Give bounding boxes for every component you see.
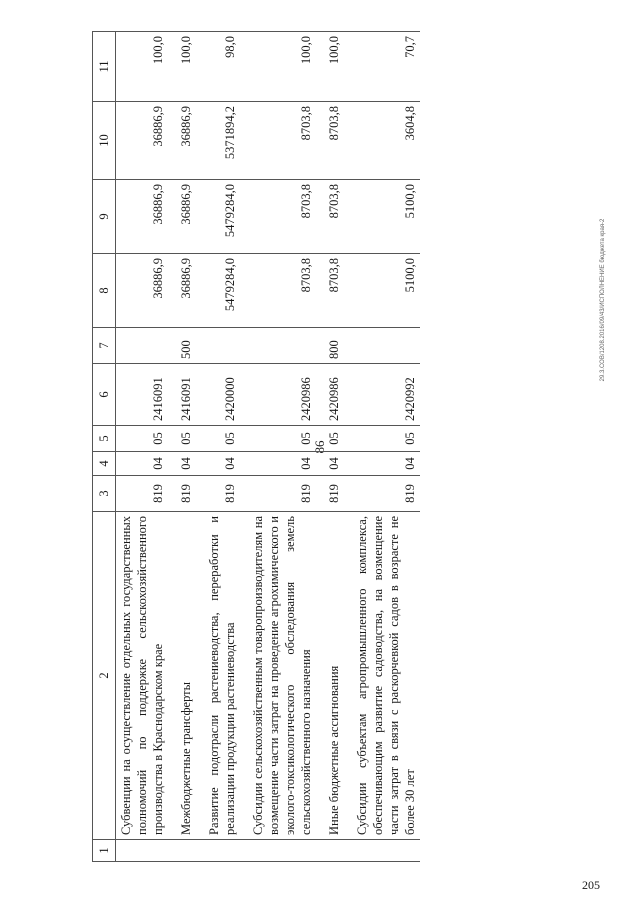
- item-name: Субсидии сельскохозяйственным товаропроизводителям на возмещение части затрат на проведение агрохимического и эколого-токсикологического обследования земель сельскохозяйственного назначения: [240, 512, 316, 840]
- code-expense-type: [344, 328, 420, 364]
- code-ministry: 819: [196, 476, 240, 512]
- side-stamp: 29.3.СОВ/1208.2016/09/43/ИСПОЛНЕНИЕ бюджета края-2: [600, 218, 606, 382]
- header-cell: 6: [93, 364, 116, 426]
- header-cell: 7: [93, 328, 116, 364]
- header-cell: 9: [93, 180, 116, 254]
- value-col11: 100,0: [116, 32, 169, 102]
- row-number-cell: [168, 840, 196, 862]
- item-name: Субсидии субъектам агропромышленного комплекса, обеспечивающим развитие садоводства, на возмещение части затрат в связи с раскорчевкой садов в возрасте не более 30 лет: [344, 512, 420, 840]
- item-name: Развитие подотрасли растениеводства, переработки и реализации продукции растениеводства: [196, 512, 240, 840]
- value-col11: 100,0: [168, 32, 196, 102]
- value-col9: 8703,8: [240, 180, 316, 254]
- page-footer-number: 205: [582, 878, 600, 892]
- header-cell: 3: [93, 476, 116, 512]
- code-expense-type: [116, 328, 169, 364]
- value-col8: 36886,9: [168, 254, 196, 328]
- code-expense-type: 800: [316, 328, 344, 364]
- table-rotation: [92, 32, 582, 862]
- header-cell: 10: [93, 102, 116, 180]
- code-ministry: 819: [316, 476, 344, 512]
- code-section: 04: [168, 452, 196, 476]
- code-subsection: 05: [168, 426, 196, 452]
- code-subsection: 05: [316, 426, 344, 452]
- header-cell: 5: [93, 426, 116, 452]
- code-subsection: 05: [196, 426, 240, 452]
- value-col11: 98,0: [196, 32, 240, 102]
- value-col9: 5100,0: [344, 180, 420, 254]
- table-row: [344, 32, 420, 862]
- value-col10: 5371894,2: [196, 102, 240, 180]
- code-ministry: 819: [116, 476, 169, 512]
- value-col8: 8703,8: [316, 254, 344, 328]
- value-col9: 36886,9: [168, 180, 196, 254]
- value-col10: 8703,8: [240, 102, 316, 180]
- item-name: Иные бюджетные ассигнования: [316, 512, 344, 840]
- code-ministry: 819: [168, 476, 196, 512]
- code-section: 04: [196, 452, 240, 476]
- header-cell: 8: [93, 254, 116, 328]
- code-ministry: 819: [344, 476, 420, 512]
- table-row: [116, 32, 169, 862]
- code-section: 04: [240, 452, 316, 476]
- code-section: 04: [344, 452, 420, 476]
- code-target: 2416091: [168, 364, 196, 426]
- page-header-number: 86: [312, 440, 327, 454]
- item-name: Межбюджетные трансферты: [168, 512, 196, 840]
- header-cell: 11: [93, 32, 116, 102]
- value-col10: 3604,8: [344, 102, 420, 180]
- table-row: [240, 32, 316, 862]
- value-col8: 36886,9: [116, 254, 169, 328]
- row-number-cell: [196, 840, 240, 862]
- code-subsection: 05: [116, 426, 169, 452]
- value-col9: 5479284,0: [196, 180, 240, 254]
- code-subsection: 05: [240, 426, 316, 452]
- table-row: [168, 32, 196, 862]
- row-number-cell: [116, 840, 169, 862]
- row-number-cell: [316, 840, 344, 862]
- table-row: [196, 32, 240, 862]
- code-target: 2420986: [240, 364, 316, 426]
- value-col9: 36886,9: [116, 180, 169, 254]
- header-cell: 1: [93, 840, 116, 862]
- value-col8: 5100,0: [344, 254, 420, 328]
- header-cell: 2: [93, 512, 116, 840]
- code-target: 2420992: [344, 364, 420, 426]
- budget-table: [92, 31, 420, 862]
- value-col9: 8703,8: [316, 180, 344, 254]
- header-cell: 4: [93, 452, 116, 476]
- row-number-cell: [344, 840, 420, 862]
- code-expense-type: [240, 328, 316, 364]
- value-col10: 8703,8: [316, 102, 344, 180]
- item-name: Субвенции на осуществление отдельных государственных полномочий по поддержке сельскохозяйственного производства в Краснодарском крае: [116, 512, 169, 840]
- code-target: 2420000: [196, 364, 240, 426]
- table-row: [316, 32, 344, 862]
- value-col11: 100,0: [240, 32, 316, 102]
- value-col11: 70,7: [344, 32, 420, 102]
- value-col8: 8703,8: [240, 254, 316, 328]
- code-subsection: 05: [344, 426, 420, 452]
- value-col10: 36886,9: [168, 102, 196, 180]
- header-row: [93, 32, 116, 862]
- value-col11: 100,0: [316, 32, 344, 102]
- value-col8: 5479284,0: [196, 254, 240, 328]
- code-expense-type: [196, 328, 240, 364]
- code-section: 04: [116, 452, 169, 476]
- row-number-cell: [240, 840, 316, 862]
- value-col10: 36886,9: [116, 102, 169, 180]
- code-target: 2416091: [116, 364, 169, 426]
- code-target: 2420986: [316, 364, 344, 426]
- rotated-table-area: [92, 32, 582, 862]
- code-ministry: 819: [240, 476, 316, 512]
- code-expense-type: 500: [168, 328, 196, 364]
- code-section: 04: [316, 452, 344, 476]
